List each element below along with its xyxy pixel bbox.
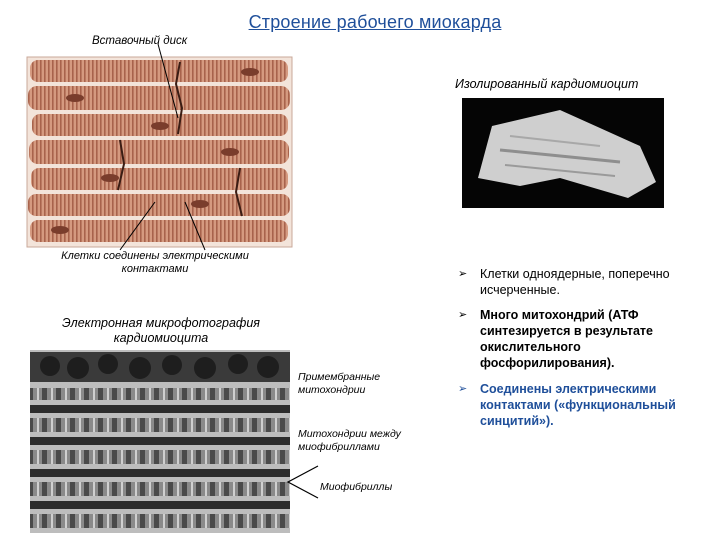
inter-myofibril-mitochondria-label: Митохондрии между миофибриллами — [298, 428, 401, 453]
arrow-bullet-icon: ➢ — [458, 309, 468, 321]
intercalated-disc-label: Вставочный диск — [92, 35, 188, 47]
cells-connected-label: Клетки соединены электрическими контактами — [61, 250, 249, 275]
bullet-text: Клетки одноядерные, поперечно исчерченные. — [480, 267, 670, 297]
myofibril-bracket — [288, 466, 318, 498]
bullet-item-3 — [458, 381, 683, 429]
isolated-cardiomyocyte-image — [462, 98, 664, 208]
myofibrils-label: Миофибриллы — [320, 481, 393, 493]
bullet-text: Соединены электрическими контактами («функциональный синцитий»). — [480, 382, 676, 428]
page-title: Строение рабочего миокарда — [248, 12, 502, 32]
bullet-item-2 — [458, 307, 683, 371]
isolated-cardiomyocyte-label: Изолированный кардиомиоцит — [455, 77, 639, 91]
bullet-item-1 — [458, 266, 683, 298]
striated-tissue-image — [27, 57, 292, 247]
arrow-bullet-icon: ➢ — [458, 383, 468, 395]
arrow-bullet-icon: ➢ — [458, 268, 468, 280]
electron-micrograph-title: Электронная микрофотография кардиомиоцита — [62, 316, 260, 345]
submembrane-mitochondria-label: Примембранные митохондрии — [298, 371, 381, 396]
bullet-text: Много митохондрий (АТФ синтезируется в результате окислительного фосфорилирования). — [480, 308, 653, 370]
electron-micrograph-image — [30, 350, 290, 533]
